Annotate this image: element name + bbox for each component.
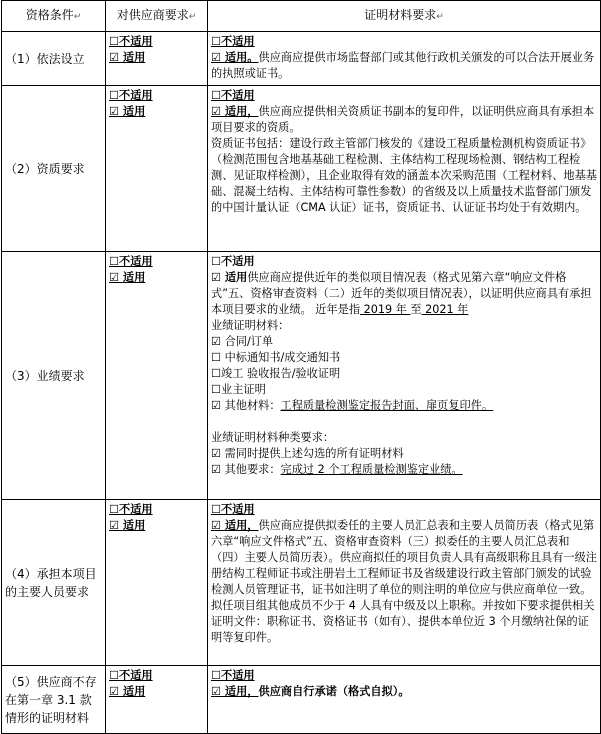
blank-line bbox=[211, 414, 597, 430]
supplier-cell bbox=[106, 666, 208, 734]
applicable-checkbox: ☑ 适用 bbox=[109, 105, 146, 118]
condition-cell: （4）承担本项目的主要人员要求 bbox=[2, 500, 106, 666]
proof-cell bbox=[208, 86, 601, 252]
applicable-checkbox: ☑ 适用 bbox=[109, 519, 146, 532]
applicable-option: ☑ 适用， bbox=[211, 105, 259, 118]
supplier-cell bbox=[106, 252, 208, 500]
kind-list-title: 业绩证明材料种类要求： bbox=[211, 431, 335, 444]
year-to-label: 至 bbox=[410, 303, 422, 316]
proof-text: 供应商应提供拟委任的主要人员汇总表和主要人员简历表（格式见第六章“响应文件格式”五、资格审查资料（三）拟委任的主要人员汇总表和（四）主要人员简历表）。供应商拟任的项目负责人具有高级职称且具有一级注册结构工程师证书或注册岩土工程师证书及省级建设行政主管部门颁发的试验检测人员管理证书，证书如注明了单位的则注明的单位应与供应商单位一致。拟任项目组其他成员不少于 4 人具有中级及以上职称。并按如下要求提供相关证明文件：职称证书、资格证书（如有）、提供本单位近 3 个月缴纳社保的证明等复印件。 bbox=[211, 519, 597, 644]
header-proof-text: 证明材料要求 bbox=[364, 8, 437, 22]
proof-item: ☐竣工 验收报告/验收证明 bbox=[211, 367, 341, 380]
proof-text: 供应商应提供近年的类似项目情况表（格式见第六章“响应文件格式”五、资格审查资料（二）近年的类似项目情况表），以证明供应商具有承担本项目要求的业绩。 bbox=[211, 271, 592, 316]
kind-item: ☑ 需同时提供上述勾选的所有证明材料 bbox=[211, 447, 404, 460]
years-label: 近年是指 bbox=[315, 303, 361, 316]
proof-cell bbox=[208, 252, 601, 500]
proof-list-title: 业绩证明材料： bbox=[211, 319, 290, 332]
header-supplier-requirement: 对供应商要求↵ bbox=[106, 1, 208, 32]
condition-cell: （3）业绩要求 bbox=[2, 252, 106, 500]
not-applicable-checkbox: ☐不适用 bbox=[109, 255, 153, 268]
year-to: 2021 年 bbox=[421, 303, 469, 316]
table-row bbox=[2, 32, 601, 86]
not-applicable-option: ☐不适用 bbox=[211, 255, 255, 268]
supplier-cell bbox=[106, 86, 208, 252]
year-from: 2019 年 bbox=[360, 303, 411, 316]
table-header-row bbox=[2, 1, 601, 32]
not-applicable-option: ☐不适用 bbox=[211, 35, 255, 48]
proof-text: 供应商应提供相关资质证书副本的复印件，以证明供应商具有承担本项目要求的资质。 bbox=[211, 105, 595, 134]
supplier-cell bbox=[106, 32, 208, 86]
proof-item-other: ☑ 其他材料：工程质量检测鉴定报告封面、扉页复印件。 bbox=[211, 399, 494, 412]
applicable-option: ☑ 适用， bbox=[211, 685, 259, 698]
proof-item: ☑ 合同/订单 bbox=[211, 335, 274, 348]
not-applicable-option: ☐不适用 bbox=[211, 89, 255, 102]
applicable-option: ☑ 适用 bbox=[211, 271, 248, 284]
proof-item: ☐业主证明 bbox=[211, 383, 266, 396]
condition-cell: （2）资质要求 bbox=[2, 86, 106, 252]
proof-cell bbox=[208, 666, 601, 734]
applicable-option: ☑ 适用， bbox=[211, 519, 259, 532]
header-condition: 资格条件↵ bbox=[2, 1, 106, 32]
table-row bbox=[2, 86, 601, 252]
proof-text: 供应商应提供市场监督部门或其他行政机关颁发的可以合法开展业务的执照或证书。 bbox=[211, 51, 595, 80]
header-condition-text: 资格条件 bbox=[25, 8, 74, 22]
not-applicable-option: ☐不适用 bbox=[211, 503, 255, 516]
applicable-checkbox: ☑ 适用 bbox=[109, 685, 146, 698]
proof-text: 供应商自行承诺（格式自拟）。 bbox=[258, 685, 410, 698]
proof-cell bbox=[208, 32, 601, 86]
applicable-checkbox: ☑ 适用 bbox=[109, 271, 146, 284]
applicable-checkbox: ☑ 适用 bbox=[109, 51, 146, 64]
condition-cell: （1）依法设立 bbox=[2, 32, 106, 86]
table-row bbox=[2, 666, 601, 734]
proof-item: ☐ 中标通知书/成交通知书 bbox=[211, 351, 341, 364]
not-applicable-checkbox: ☐不适用 bbox=[109, 89, 153, 102]
header-proof-requirement: 证明材料要求↵ bbox=[208, 1, 601, 32]
not-applicable-option: ☐不适用 bbox=[211, 669, 255, 682]
header-supplier-text: 对供应商要求 bbox=[116, 8, 189, 22]
table-row bbox=[2, 500, 601, 666]
kind-item-other: ☑ 其他要求：完成过 2 个工程质量检测鉴定业绩。 bbox=[211, 463, 463, 476]
proof-text-detail: 资质证书包括：建设行政主管部门核发的《建设工程质量检测机构资质证书》（检测范围包含地基基础工程检测、主体结构工程现场检测、钢结构工程检测、见证取样检测），且企业取得有效的涵盖本次采购范围（工程材料、地基基础、混凝土结构、主体结构可靠性参数）的省级及以上质量技术监督部门颁发的中国计量认证（CMA 认证）证书，资质证书、认证证书均处于有效期内。 bbox=[211, 137, 597, 214]
proof-cell bbox=[208, 500, 601, 666]
supplier-cell bbox=[106, 500, 208, 666]
table-row bbox=[2, 252, 601, 500]
qualification-table bbox=[1, 0, 601, 734]
applicable-option: ☑ 适用。 bbox=[211, 51, 259, 64]
not-applicable-checkbox: ☐不适用 bbox=[109, 35, 153, 48]
not-applicable-checkbox: ☐不适用 bbox=[109, 669, 153, 682]
condition-cell: （5）供应商不存在第一章 3.1 款情形的证明材料 bbox=[2, 666, 106, 734]
not-applicable-checkbox: ☐不适用 bbox=[109, 503, 153, 516]
